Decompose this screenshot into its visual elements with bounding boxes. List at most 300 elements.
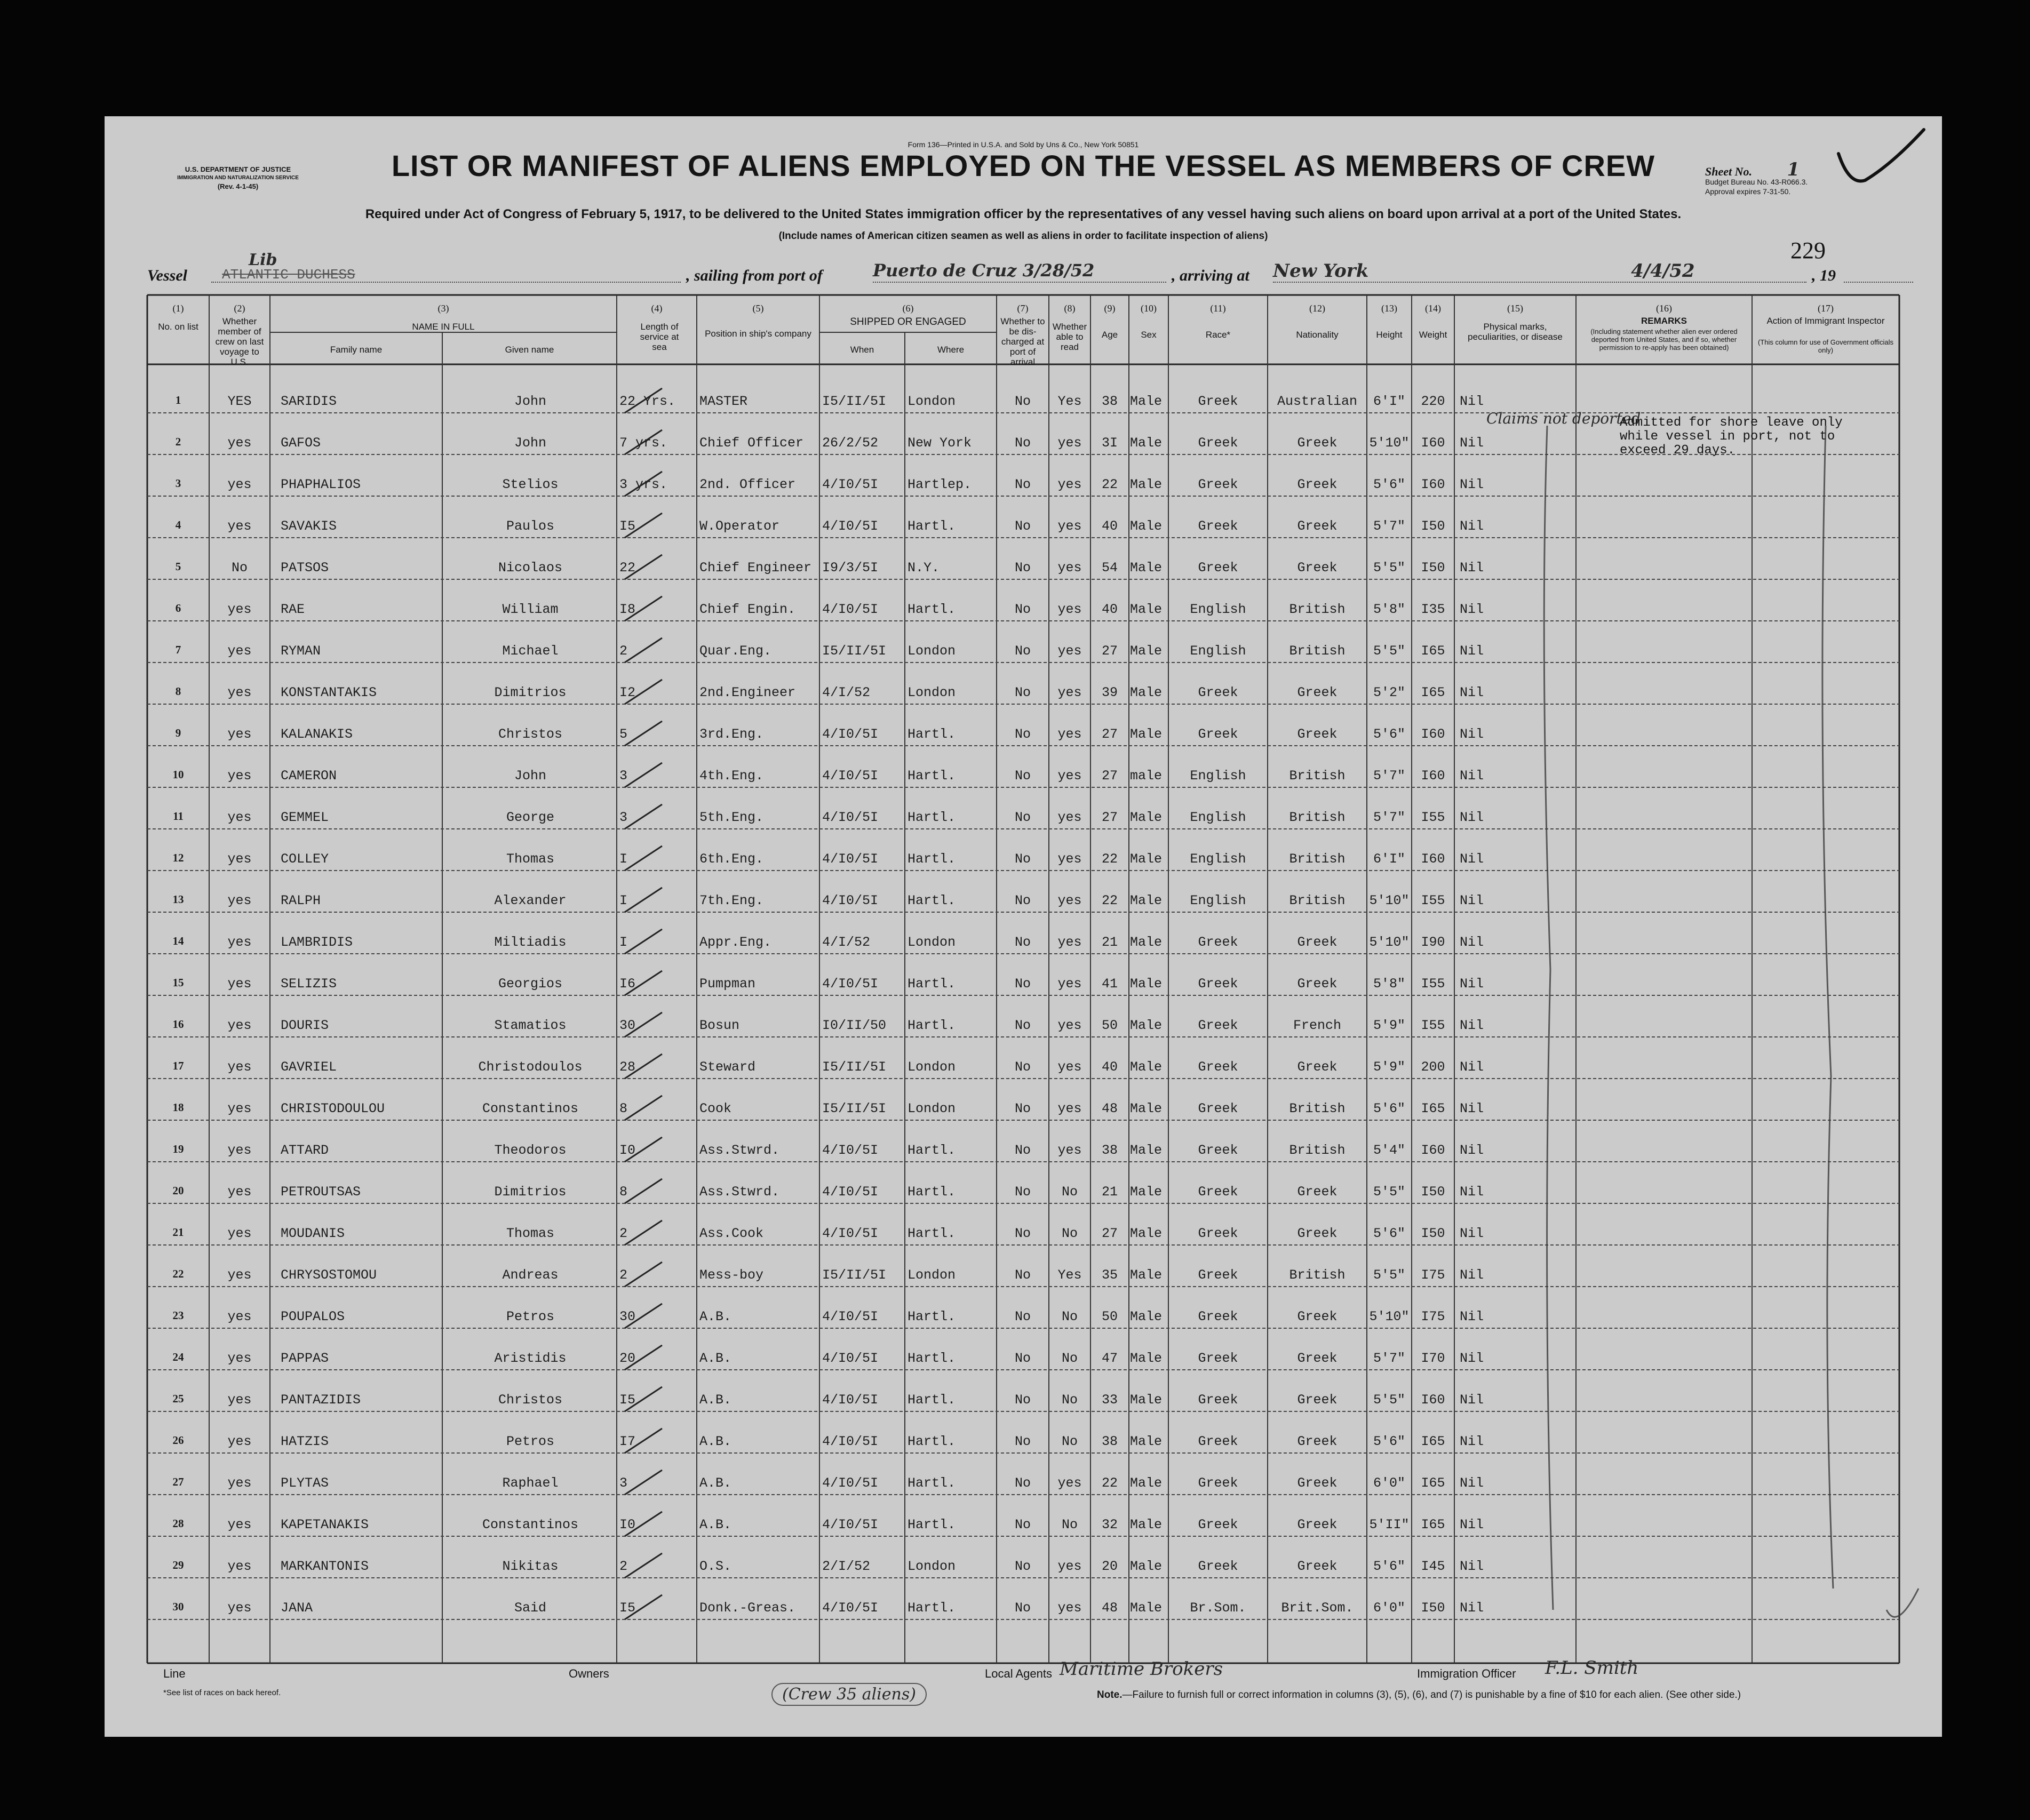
cell-age: 40 (1101, 518, 1118, 534)
cell-given: John (514, 768, 546, 784)
footer-officer-label: Immigration Officer (1417, 1667, 1516, 1680)
cell-position: 6th.Eng. (699, 851, 764, 867)
cell-height: 6'0" (1373, 1600, 1405, 1616)
check-tick (625, 1137, 662, 1162)
requirement-text: Required under Act of Congress of February 5, 1917, to be delivered to the United States immigration officer by the representatives of any vessel having such aliens on board upon arrival at a port of the United States. (365, 207, 1682, 221)
cell-read: yes (1057, 477, 1082, 492)
cell-sex: Male (1130, 1101, 1163, 1116)
cell-nationality: British (1289, 602, 1346, 617)
cell-family: PATSOS (281, 560, 329, 576)
header-family-name: Family name (330, 345, 383, 355)
cell-weight: 200 (1421, 1059, 1445, 1075)
cell-read: yes (1057, 1600, 1082, 1616)
cell-weight: I60 (1421, 768, 1445, 784)
cell-last: yes (227, 851, 252, 867)
cell-read: yes (1057, 602, 1082, 617)
cell-marks: Nil (1460, 727, 1484, 742)
cell-family: CHRYSOSTOMOU (281, 1267, 377, 1283)
check-tick (625, 846, 662, 871)
check-tick (625, 1512, 662, 1536)
arriving-port-value: New York (1273, 260, 1369, 282)
cell-position: O.S. (699, 1559, 732, 1574)
cell-where: London (907, 643, 956, 659)
cell-sex: Male (1130, 976, 1163, 992)
cell-sex: Male (1130, 727, 1163, 742)
cell-last: yes (227, 893, 252, 908)
penalty-text: —Failure to furnish full or correct information in columns (3), (5), (6), and (7) is punishable by a fine of $10 for each alien. (See other side.) (1122, 1689, 1741, 1701)
col-number: (17) (1818, 303, 1834, 314)
cell-where: Hartl. (907, 976, 956, 992)
cell-nationality: Greek (1297, 435, 1338, 451)
cell-no: 13 (172, 893, 184, 906)
cell-read: No (1061, 1351, 1078, 1366)
cell-sex: Male (1130, 643, 1163, 659)
cell-read: No (1061, 1184, 1078, 1200)
cell-position: Ass.Cook (699, 1226, 764, 1241)
cell-height: 5'5" (1373, 1267, 1405, 1283)
cell-age: 38 (1101, 1434, 1118, 1449)
col-number: (9) (1104, 303, 1116, 314)
cell-age: 27 (1101, 1226, 1118, 1241)
cell-sex: Male (1130, 1184, 1163, 1200)
cell-discharged: No (1014, 477, 1031, 492)
cell-age: 54 (1101, 560, 1118, 576)
cell-height: 5'6" (1373, 477, 1405, 492)
cell-given: Christodoulos (478, 1059, 583, 1075)
cell-height: 5'6" (1373, 1226, 1405, 1241)
cell-position: Bosun (699, 1018, 740, 1033)
cell-service: 3 (619, 810, 628, 825)
cell-no: 10 (172, 768, 184, 781)
check-tick (625, 1387, 662, 1411)
cell-last: yes (227, 518, 252, 534)
cell-marks: Nil (1460, 1600, 1484, 1616)
cell-height: 5'6" (1373, 1101, 1405, 1116)
cell-weight: I60 (1421, 851, 1445, 867)
cell-sex: Male (1130, 685, 1163, 700)
check-tick (625, 888, 662, 912)
cell-last: yes (227, 1184, 252, 1200)
cell-sex: Male (1130, 518, 1163, 534)
cell-family: PETROUTSAS (281, 1184, 361, 1200)
cell-read: No (1061, 1434, 1078, 1449)
cell-when: I5/II/5I (822, 394, 887, 409)
cell-weight: 220 (1421, 394, 1445, 409)
cell-family: CAMERON (281, 768, 337, 784)
cell-height: 5'6" (1373, 1434, 1405, 1449)
cell-race: Greek (1198, 1475, 1238, 1491)
cell-last: yes (227, 477, 252, 492)
cell-height: 5'10" (1369, 435, 1410, 451)
cell-when: 4/I0/5I (822, 518, 879, 534)
cell-age: 27 (1101, 768, 1118, 784)
cell-when: 4/I0/5I (822, 1517, 879, 1532)
cell-sex: Male (1130, 1475, 1163, 1491)
cell-sex: Male (1130, 1517, 1163, 1532)
header-sex: Sex (1141, 330, 1157, 340)
cell-read: yes (1057, 935, 1082, 950)
cell-given: Said (514, 1600, 546, 1616)
pencil-marks (105, 116, 1942, 1737)
cell-height: 5'10" (1369, 893, 1410, 908)
cell-marks: Nil (1460, 893, 1484, 908)
cell-given: Christos (498, 1392, 563, 1408)
check-tick (625, 1553, 662, 1578)
cell-position: Pumpman (699, 976, 756, 992)
cell-where: New York (907, 435, 972, 451)
cell-discharged: No (1014, 1434, 1031, 1449)
cell-when: 4/I0/5I (822, 1226, 879, 1241)
cell-weight: I50 (1421, 560, 1445, 576)
cell-age: 47 (1101, 1351, 1118, 1366)
cell-service: 5 (619, 727, 628, 742)
cell-age: 22 (1101, 851, 1118, 867)
cell-service: I5 (619, 1600, 636, 1616)
cell-last: yes (227, 1018, 252, 1033)
check-tick (625, 596, 662, 621)
cell-when: I5/II/5I (822, 1101, 887, 1116)
cell-given: Petros (506, 1434, 554, 1449)
cell-position: 3rd.Eng. (699, 727, 764, 742)
cell-discharged: No (1014, 1517, 1031, 1532)
check-tick (625, 1470, 662, 1495)
cell-read: yes (1057, 727, 1082, 742)
cell-nationality: Greek (1297, 1309, 1338, 1324)
cell-age: 33 (1101, 1392, 1118, 1408)
cell-marks: Nil (1460, 1101, 1484, 1116)
cell-sex: Male (1130, 1351, 1163, 1366)
cell-family: PAPPAS (281, 1351, 329, 1366)
cell-where: Hartl. (907, 1184, 956, 1200)
cell-family: MOUDANIS (281, 1226, 345, 1241)
cell-marks: Nil (1460, 518, 1484, 534)
cell-given: Petros (506, 1309, 554, 1324)
sheet-value: 1 (1787, 159, 1800, 180)
cell-age: 35 (1101, 1267, 1118, 1283)
cell-no: 3 (175, 477, 181, 490)
cell-read: yes (1057, 518, 1082, 534)
cell-position: Quar.Eng. (699, 643, 772, 659)
cell-marks: Nil (1460, 1143, 1484, 1158)
cell-given: Constantinos (482, 1517, 579, 1532)
header-position: Position in ship's company (705, 329, 811, 339)
cell-height: 5'9" (1373, 1018, 1405, 1033)
cell-family: POUPALOS (281, 1309, 345, 1324)
cell-discharged: No (1014, 1351, 1031, 1366)
cell-marks: Nil (1460, 602, 1484, 617)
cell-where: London (907, 1059, 956, 1075)
cell-nationality: British (1289, 1101, 1346, 1116)
cell-family: PANTAZIDIS (281, 1392, 361, 1408)
cell-family: HATZIS (281, 1434, 329, 1449)
cell-discharged: No (1014, 810, 1031, 825)
cell-service: 3 (619, 768, 628, 784)
cell-height: 5'6" (1373, 1559, 1405, 1574)
cell-given: Stamatios (494, 1018, 567, 1033)
check-tick (625, 721, 662, 746)
cell-weight: I75 (1421, 1267, 1445, 1283)
cell-nationality: Greek (1297, 1226, 1338, 1241)
budget-line: Budget Bureau No. 43-R066.3. (1705, 178, 1808, 186)
cell-discharged: No (1014, 1143, 1031, 1158)
cell-height: 5'8" (1373, 602, 1405, 617)
cell-family: GEMMEL (281, 810, 329, 825)
cell-last: yes (227, 643, 252, 659)
cell-service: 22 Yrs. (619, 394, 676, 409)
cell-sex: Male (1130, 1018, 1163, 1033)
agency-line: U.S. DEPARTMENT OF JUSTICE (185, 165, 291, 173)
cell-where: Hartl. (907, 1434, 956, 1449)
cell-nationality: Greek (1297, 518, 1338, 534)
cell-given: William (502, 602, 559, 617)
cell-race: Br.Som. (1190, 1600, 1246, 1616)
cell-read: yes (1057, 1018, 1082, 1033)
check-tick (625, 1220, 662, 1245)
cell-last: yes (227, 1143, 252, 1158)
cell-given: John (514, 435, 546, 451)
cell-last: yes (227, 1267, 252, 1283)
cell-race: Greek (1198, 518, 1238, 534)
cell-given: Christos (498, 727, 563, 742)
check-tick (625, 763, 662, 787)
cell-race: Greek (1198, 1018, 1238, 1033)
cell-sex: Male (1130, 810, 1163, 825)
cell-nationality: Greek (1297, 477, 1338, 492)
cell-position: A.B. (699, 1517, 732, 1532)
cell-height: 5'10" (1369, 935, 1410, 950)
cell-race: Greek (1198, 1184, 1238, 1200)
cell-height: 5'4" (1373, 1143, 1405, 1158)
cell-position: Donk.-Greas. (699, 1600, 796, 1616)
header-physical-marks: Physical marks, peculiarities, or disease (1468, 322, 1563, 342)
cell-race: English (1190, 602, 1246, 617)
cell-no: 6 (175, 602, 181, 614)
cell-race: English (1190, 768, 1246, 784)
cell-last: yes (227, 1309, 252, 1324)
cell-weight: I60 (1421, 727, 1445, 742)
cell-position: Cook (699, 1101, 732, 1116)
cell-family: DOURIS (281, 1018, 329, 1033)
cell-when: 4/I0/5I (822, 602, 879, 617)
cell-read: yes (1057, 560, 1082, 576)
header-race: Race* (1205, 330, 1231, 340)
cell-last: yes (227, 435, 252, 451)
cell-height: 5'5" (1373, 1184, 1405, 1200)
cell-where: Hartl. (907, 893, 956, 908)
cell-discharged: No (1014, 518, 1031, 534)
cell-age: 27 (1101, 810, 1118, 825)
col-number: (14) (1425, 303, 1441, 314)
cell-weight: I55 (1421, 810, 1445, 825)
cell-weight: I60 (1421, 1143, 1445, 1158)
cell-weight: I35 (1421, 602, 1445, 617)
check-tick (625, 1012, 662, 1037)
col-number: (4) (651, 303, 663, 314)
cell-discharged: No (1014, 1184, 1031, 1200)
cell-read: yes (1057, 685, 1082, 700)
cell-discharged: No (1014, 976, 1031, 992)
cell-given: Paulos (506, 518, 554, 534)
cell-age: 38 (1101, 1143, 1118, 1158)
cell-height: 6'0" (1373, 1475, 1405, 1491)
col-number: (11) (1210, 303, 1226, 314)
cell-family: GAFOS (281, 435, 321, 451)
cell-service: 2 (619, 643, 628, 659)
header-where: Where (937, 345, 965, 355)
cell-age: 50 (1101, 1309, 1118, 1324)
cell-weight: I55 (1421, 1018, 1445, 1033)
cell-discharged: No (1014, 851, 1031, 867)
header-shipped-engaged: SHIPPED OR ENGAGED (850, 316, 966, 328)
cell-marks: Nil (1460, 768, 1484, 784)
cell-last: yes (227, 976, 252, 992)
cell-height: 5'7" (1373, 518, 1405, 534)
cell-age: 48 (1101, 1600, 1118, 1616)
vessel-prefix: Lib (249, 251, 277, 269)
col-number: (8) (1064, 303, 1076, 314)
header-inspector-note: (This column for use of Government officials only) (1757, 338, 1894, 354)
cell-last: yes (227, 727, 252, 742)
cell-sex: Male (1130, 1309, 1163, 1324)
cell-family: KONSTANTAKIS (281, 685, 377, 700)
cell-discharged: No (1014, 435, 1031, 451)
cell-service: 8 (619, 1101, 628, 1116)
cell-no: 22 (172, 1267, 184, 1280)
cell-sex: Male (1130, 1143, 1163, 1158)
sailing-port: Puerto de Cruz 3/28/52 (873, 260, 1166, 283)
cell-discharged: No (1014, 1600, 1031, 1616)
header-given-name: Given name (505, 345, 554, 355)
cell-race: Greek (1198, 560, 1238, 576)
cell-discharged: No (1014, 768, 1031, 784)
cell-position: W.Operator (699, 518, 780, 534)
check-tick (625, 1345, 662, 1370)
cell-no: 11 (173, 810, 184, 823)
cell-when: 4/I0/5I (822, 976, 879, 992)
cell-read: yes (1057, 810, 1082, 825)
cell-age: 41 (1101, 976, 1118, 992)
cell-when: 4/I0/5I (822, 1434, 879, 1449)
check-tick (625, 1179, 662, 1203)
handwritten-remark: Claims not deported (1486, 410, 1641, 427)
check-tick (625, 1262, 662, 1287)
cell-service: 20 (619, 1351, 636, 1366)
cell-weight: I50 (1421, 1600, 1445, 1616)
cell-when: 26/2/52 (822, 435, 879, 451)
col-number: (1) (172, 303, 184, 314)
cell-weight: I75 (1421, 1309, 1445, 1324)
cell-sex: Male (1130, 477, 1163, 492)
cell-where: Hartl. (907, 1309, 956, 1324)
cell-discharged: No (1014, 643, 1031, 659)
cell-family: RYMAN (281, 643, 321, 659)
cell-race: Greek (1198, 435, 1238, 451)
cell-marks: Nil (1460, 851, 1484, 867)
cell-nationality: British (1289, 810, 1346, 825)
cell-when: I0/II/50 (822, 1018, 887, 1033)
cell-marks: Nil (1460, 1475, 1484, 1491)
cell-when: 2/I/52 (822, 1559, 871, 1574)
cell-service: I (619, 935, 628, 950)
cell-nationality: British (1289, 1143, 1346, 1158)
cell-position: Chief Engineer (699, 560, 812, 576)
cell-when: 4/I0/5I (822, 1475, 879, 1491)
cell-height: 5'5" (1373, 1392, 1405, 1408)
cell-height: 6'I" (1373, 851, 1405, 867)
cell-race: English (1190, 643, 1246, 659)
cell-service: I0 (619, 1143, 636, 1158)
cell-sex: Male (1130, 1267, 1163, 1283)
header-weight: Weight (1419, 330, 1447, 340)
cell-height: 5'7" (1373, 810, 1405, 825)
cell-given: Aristidis (494, 1351, 567, 1366)
cell-race: Greek (1198, 1143, 1238, 1158)
col-number: (2) (234, 303, 245, 314)
cell-read: No (1061, 1309, 1078, 1324)
cell-family: PHAPHALIOS (281, 477, 361, 492)
cell-sex: Male (1130, 1059, 1163, 1075)
check-tick (625, 1096, 662, 1120)
cell-nationality: French (1293, 1018, 1341, 1033)
page-title: LIST OR MANIFEST OF ALIENS EMPLOYED ON THE VESSEL AS MEMBERS OF CREW (391, 149, 1655, 182)
cell-discharged: No (1014, 685, 1031, 700)
cell-weight: I90 (1421, 935, 1445, 950)
cell-last: yes (227, 685, 252, 700)
cell-read: yes (1057, 1475, 1082, 1491)
footer-crew-note: (Crew 35 aliens) (771, 1683, 927, 1706)
cell-last: yes (227, 1101, 252, 1116)
cell-no: 8 (175, 685, 181, 698)
col-number: (16) (1656, 303, 1672, 314)
cell-where: Hartl. (907, 1351, 956, 1366)
header-height: Height (1376, 330, 1403, 340)
cell-last: yes (227, 810, 252, 825)
cell-no: 16 (172, 1018, 184, 1031)
cell-sex: Male (1130, 1226, 1163, 1241)
cell-no: 1 (175, 394, 181, 406)
check-tick (625, 472, 662, 496)
cell-service: I2 (619, 685, 636, 700)
cell-nationality: Greek (1297, 976, 1338, 992)
cell-sex: male (1130, 768, 1163, 784)
manifest-sheet (105, 116, 1942, 1737)
cell-height: 6'I" (1373, 394, 1405, 409)
cell-when: I9/3/5I (822, 560, 879, 576)
cell-age: 50 (1101, 1018, 1118, 1033)
cell-height: 5'2" (1373, 685, 1405, 700)
cell-service: 30 (619, 1018, 636, 1033)
cell-marks: Nil (1460, 1059, 1484, 1075)
cell-position: A.B. (699, 1475, 732, 1491)
check-tick (625, 513, 662, 538)
cell-race: Greek (1198, 1309, 1238, 1324)
cell-given: Alexander (494, 893, 567, 908)
cell-family: ATTARD (281, 1143, 329, 1158)
cell-where: Hartl. (907, 1600, 956, 1616)
check-tick (625, 804, 662, 829)
cell-read: yes (1057, 976, 1082, 992)
cell-discharged: No (1014, 1267, 1031, 1283)
cell-marks: Nil (1460, 1517, 1484, 1532)
cell-read: Yes (1057, 394, 1082, 409)
cell-family: RAE (281, 602, 305, 617)
cell-weight: I55 (1421, 893, 1445, 908)
cell-race: Greek (1198, 1267, 1238, 1283)
cell-discharged: No (1014, 394, 1031, 409)
cell-where: Hartl. (907, 851, 956, 867)
cell-marks: Nil (1460, 560, 1484, 576)
cell-when: I5/II/5I (822, 1059, 887, 1075)
